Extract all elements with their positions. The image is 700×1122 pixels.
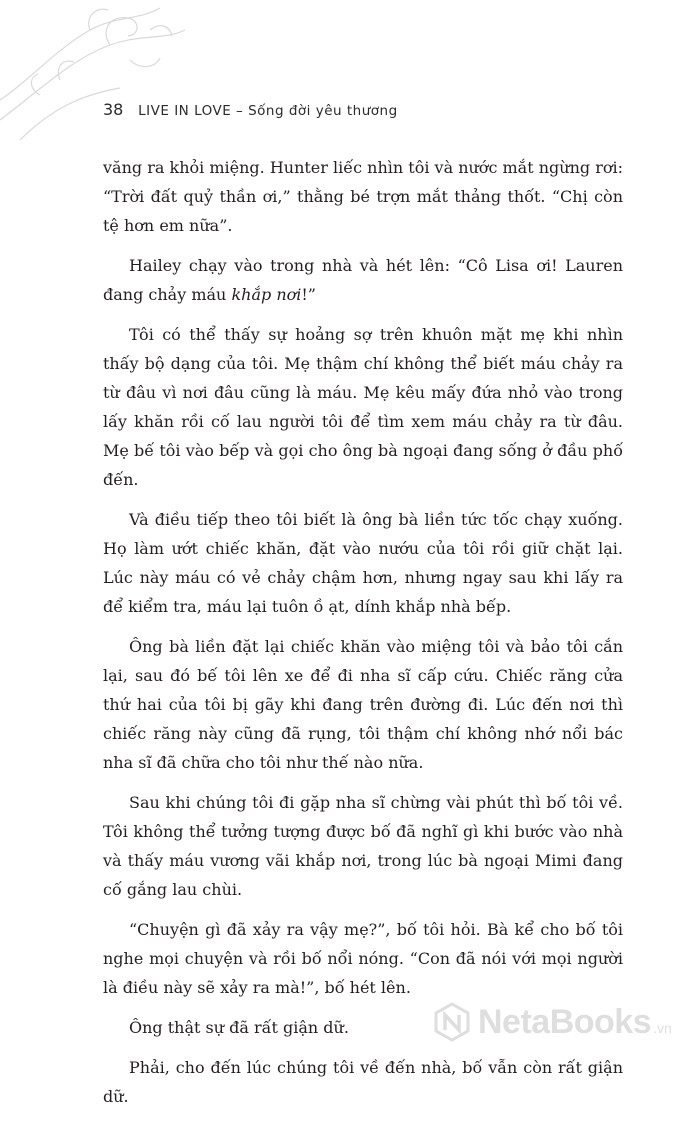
emphasis-text: khắp nơi xyxy=(231,285,302,304)
paragraph: Ông bà liền đặt lại chiếc khăn vào miệng tôi và bảo tôi cắn lại, sau đó bế tôi lên xe để đi nha sĩ cấp cứu. Chiếc răng cửa thứ hai của tôi bị gãy khi đang trên đường đi. Lúc đến nơi thì chiếc răng này cũng đã rụng, tôi thậm chí không nhớ nổi bác nha sĩ đã chữa cho tôi như thế nào nữa. xyxy=(103,637,623,772)
watermark-brand: NetaBooks xyxy=(478,1002,652,1041)
paragraph: Sau khi chúng tôi đi gặp nha sĩ chừng vài phút thì bố tôi về. Tôi không thể tưởng tượng được bố đã nghĩ gì khi bước vào nhà và thấy máu vương vãi khắp nơi, trong lúc bà ngoại Mimi đang cố gắng lau chùi. xyxy=(103,793,623,899)
paragraph-text: Hailey chạy vào trong nhà và hét lên: “Cô Lisa ơi! Lauren đang chảy máu xyxy=(103,256,623,304)
paragraph: “Chuyện gì đã xảy ra vậy mẹ?”, bố tôi hỏi. Bà kể cho bố tôi nghe mọi chuyện và rồi bố nổi nóng. “Con đã nói với mọi người là điều này sẽ xảy ra mà!”, bố hét lên. xyxy=(103,920,623,997)
paragraph: Và điều tiếp theo tôi biết là ông bà liền tức tốc chạy xuống. Họ làm ướt chiếc khăn, đặt vào nướu của tôi rồi giữ chặt lại. Lúc này máu có vẻ chảy chậm hơn, nhưng ngay sau khi lấy ra để kiểm tra, máu lại tuôn ồ ạt, dính khắp nhà bếp. xyxy=(103,510,623,616)
watermark xyxy=(432,1002,672,1042)
watermark-tld: .vn xyxy=(653,1020,672,1036)
floral-ornament xyxy=(0,0,190,140)
paragraph: Tôi có thể thấy sự hoảng sợ trên khuôn mặt mẹ khi nhìn thấy bộ dạng của tôi. Mẹ thậm chí không thể biết máu chảy ra từ đâu vì nơi đâu cũng là máu. Mẹ kêu mấy đứa nhỏ vào trong lấy khăn rồi cố lau người tôi để tìm xem máu chảy ra từ đâu. Mẹ bế tôi vào bếp và gọi cho ông bà ngoại đang sống ở đầu phố đến. xyxy=(103,325,623,489)
paragraph: Ông thật sự đã rất giận dữ. xyxy=(129,1018,349,1037)
body-text xyxy=(103,153,623,1122)
paragraph: văng ra khỏi miệng. Hunter liếc nhìn tôi và nước mắt ngừng rơi: “Trời đất quỷ thần ơi,” thằng bé trợn mắt thảng thốt. “Chị còn tệ hơn em nữa”. xyxy=(103,158,623,235)
paragraph: Phải, cho đến lúc chúng tôi về đến nhà, bố vẫn còn rất giận dữ. xyxy=(103,1058,623,1106)
book-title: LIVE IN LOVE – Sống đời yêu thương xyxy=(138,103,398,119)
neta-logo-icon xyxy=(432,1002,472,1042)
running-header xyxy=(103,100,398,119)
paragraph-end: !” xyxy=(301,285,316,304)
page-number: 38 xyxy=(103,100,124,119)
paragraph xyxy=(103,251,623,309)
